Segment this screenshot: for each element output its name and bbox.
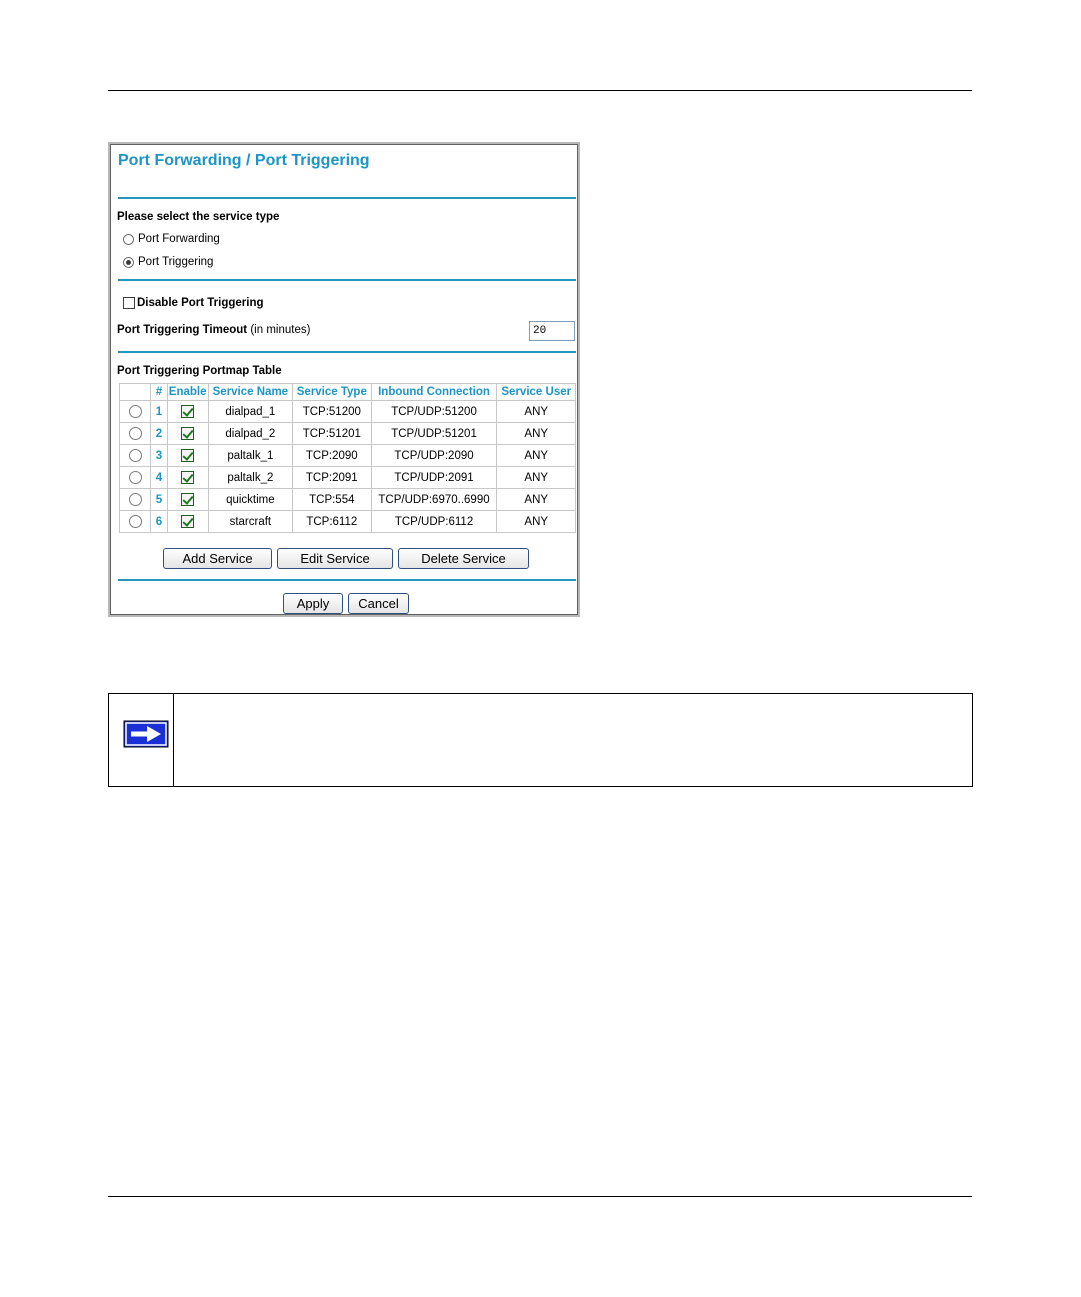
row-service-type: TCP:51200 (293, 401, 371, 423)
radio-port-forwarding[interactable] (123, 234, 134, 245)
divider (118, 351, 576, 353)
row-service-user: ANY (497, 511, 576, 533)
row-service-type: TCP:2091 (293, 467, 371, 489)
row-inbound-connection: TCP/UDP:6112 (371, 511, 497, 533)
row-select-cell (120, 489, 151, 511)
router-panel (108, 142, 580, 617)
timeout-label-text: Port Triggering Timeout (117, 324, 248, 336)
delete-service-button[interactable]: Delete Service (398, 548, 529, 569)
disable-port-triggering-label[interactable]: Disable Port Triggering (137, 297, 264, 309)
cancel-button[interactable]: Cancel (348, 593, 409, 614)
row-service-type: TCP:6112 (293, 511, 371, 533)
row-inbound-connection: TCP/UDP:2090 (371, 445, 497, 467)
timeout-unit: (in minutes) (250, 324, 311, 336)
row-enable-checkbox[interactable] (181, 493, 194, 506)
row-number: 1 (151, 401, 167, 423)
radio-port-triggering[interactable] (123, 257, 134, 268)
table-row (120, 423, 576, 445)
table-row (120, 489, 576, 511)
row-service-user: ANY (497, 489, 576, 511)
footer-rule (108, 1196, 972, 1197)
row-enable-checkbox[interactable] (181, 515, 194, 528)
row-service-user: ANY (497, 445, 576, 467)
row-inbound-connection: TCP/UDP:6970..6990 (371, 489, 497, 511)
row-number: 6 (151, 511, 167, 533)
col-service-user: Service User (497, 384, 576, 401)
radio-port-triggering-label[interactable]: Port Triggering (138, 256, 214, 268)
row-number: 4 (151, 467, 167, 489)
col-select (120, 384, 151, 401)
row-enable-cell (167, 401, 208, 423)
row-service-name: dialpad_2 (208, 423, 292, 445)
timeout-input[interactable]: 20 (529, 321, 575, 341)
row-service-name: paltalk_1 (208, 445, 292, 467)
row-inbound-connection: TCP/UDP:51200 (371, 401, 497, 423)
row-inbound-connection: TCP/UDP:2091 (371, 467, 497, 489)
col-service-name: Service Name (208, 384, 292, 401)
add-service-button[interactable]: Add Service (163, 548, 272, 569)
arrow-right-icon (123, 720, 169, 748)
table-row (120, 401, 576, 423)
row-service-type: TCP:554 (293, 489, 371, 511)
row-service-name: quicktime (208, 489, 292, 511)
divider (118, 197, 576, 199)
row-enable-checkbox[interactable] (181, 449, 194, 462)
row-enable-cell (167, 445, 208, 467)
note-separator (173, 694, 174, 786)
col-enable: Enable (167, 384, 208, 401)
table-row (120, 511, 576, 533)
row-select-radio[interactable] (129, 449, 142, 462)
col-inbound-connection: Inbound Connection (371, 384, 497, 401)
row-select-radio[interactable] (129, 427, 142, 440)
panel-title: Port Forwarding / Port Triggering (118, 152, 370, 169)
row-select-radio[interactable] (129, 493, 142, 506)
edit-service-button[interactable]: Edit Service (277, 548, 393, 569)
row-service-user: ANY (497, 467, 576, 489)
timeout-label (117, 324, 310, 336)
row-enable-checkbox[interactable] (181, 427, 194, 440)
table-row (120, 445, 576, 467)
apply-button[interactable]: Apply (283, 593, 343, 614)
row-service-user: ANY (497, 423, 576, 445)
row-enable-checkbox[interactable] (181, 405, 194, 418)
row-select-cell (120, 511, 151, 533)
divider (118, 279, 576, 281)
col-service-type: Service Type (293, 384, 371, 401)
row-select-cell (120, 423, 151, 445)
row-service-name: paltalk_2 (208, 467, 292, 489)
table-row (120, 467, 576, 489)
row-inbound-connection: TCP/UDP:51201 (371, 423, 497, 445)
row-enable-cell (167, 511, 208, 533)
row-number: 5 (151, 489, 167, 511)
row-select-cell (120, 445, 151, 467)
portmap-table-title: Port Triggering Portmap Table (117, 365, 282, 377)
row-number: 2 (151, 423, 167, 445)
row-service-name: starcraft (208, 511, 292, 533)
service-type-label: Please select the service type (117, 211, 280, 223)
row-service-type: TCP:51201 (293, 423, 371, 445)
divider (118, 579, 576, 581)
row-select-radio[interactable] (129, 405, 142, 418)
disable-port-triggering-checkbox[interactable] (123, 297, 135, 309)
row-enable-checkbox[interactable] (181, 471, 194, 484)
row-service-name: dialpad_1 (208, 401, 292, 423)
radio-port-forwarding-label[interactable]: Port Forwarding (138, 233, 220, 245)
note-box (108, 693, 973, 787)
row-select-cell (120, 467, 151, 489)
portmap-table (119, 383, 576, 533)
row-select-radio[interactable] (129, 515, 142, 528)
row-select-radio[interactable] (129, 471, 142, 484)
row-select-cell (120, 401, 151, 423)
col-number: # (151, 384, 167, 401)
row-enable-cell (167, 423, 208, 445)
header-rule (108, 90, 972, 91)
row-enable-cell (167, 489, 208, 511)
row-enable-cell (167, 467, 208, 489)
row-number: 3 (151, 445, 167, 467)
row-service-user: ANY (497, 401, 576, 423)
row-service-type: TCP:2090 (293, 445, 371, 467)
